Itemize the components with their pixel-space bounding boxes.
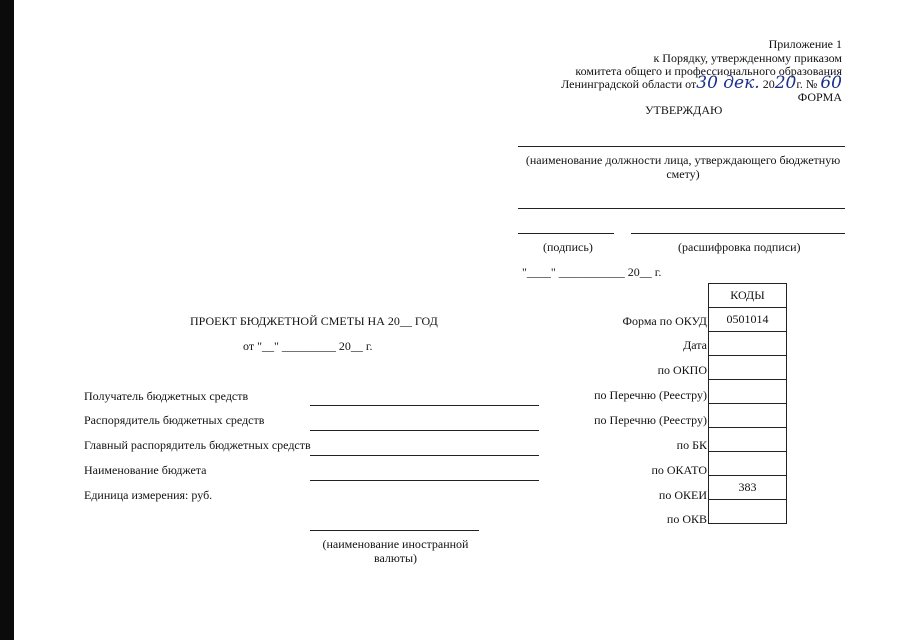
- handwritten-year: 20: [774, 73, 797, 93]
- field-budget-name-line[interactable]: [310, 480, 539, 481]
- document-date[interactable]: от "__" _________ 20__ г.: [243, 339, 373, 353]
- order-number-label: г. №: [796, 77, 818, 91]
- signature-line[interactable]: [518, 233, 614, 234]
- order-reference: к Порядку, утвержденному приказом: [653, 51, 842, 65]
- field-budget-name-label: Наименование бюджета: [84, 463, 207, 477]
- field-unit-label: Единица измерения: руб.: [84, 488, 213, 502]
- appendix-label: Приложение 1: [768, 37, 842, 51]
- handwritten-number: 60: [820, 73, 842, 93]
- position-caption: (наименование должности лица, утверждающего бюджетную смету): [525, 153, 841, 181]
- code-registry-2[interactable]: [709, 404, 787, 428]
- code-label-bk: по БК: [676, 438, 707, 452]
- field-recipient-label: Получатель бюджетных средств: [84, 389, 249, 403]
- code-okv[interactable]: [709, 500, 787, 524]
- field-manager-line[interactable]: [310, 430, 539, 431]
- code-date[interactable]: [709, 332, 787, 356]
- code-okpo[interactable]: [709, 356, 787, 380]
- field-chief-manager-line[interactable]: [310, 455, 539, 456]
- order-date-line: [561, 73, 842, 93]
- codes-table: [708, 283, 787, 524]
- document-title: ПРОЕКТ БЮДЖЕТНОЙ СМЕТЫ НА 20__ ГОД: [190, 314, 438, 328]
- code-label-okpo: по ОКПО: [657, 363, 707, 377]
- signature-decode-line[interactable]: [631, 233, 845, 234]
- code-okei[interactable]: 383: [709, 476, 787, 500]
- signature-caption: (подпись): [543, 240, 593, 254]
- code-label-registry-2: по Перечню (Реестру): [594, 413, 707, 427]
- handwritten-date: 30 дек.: [696, 73, 760, 93]
- field-manager-label: Распорядитель бюджетных средств: [84, 413, 265, 427]
- code-label-date: Дата: [683, 338, 707, 352]
- order-year-prefix: 20: [762, 77, 775, 91]
- codes-header: КОДЫ: [709, 284, 787, 308]
- approval-title: УТВЕРЖДАЮ: [645, 103, 723, 117]
- code-label-registry-1: по Перечню (Реестру): [594, 388, 707, 402]
- code-label-okato: по ОКАТО: [651, 463, 707, 477]
- field-recipient-line[interactable]: [310, 405, 539, 406]
- position-line[interactable]: [518, 146, 845, 147]
- order-date-prefix: Ленинградской области от: [561, 77, 697, 91]
- code-okato[interactable]: [709, 452, 787, 476]
- code-registry-1[interactable]: [709, 380, 787, 404]
- field-chief-manager-label: Главный распорядитель бюджетных средств: [84, 438, 311, 452]
- name-line[interactable]: [518, 208, 845, 209]
- code-okud[interactable]: 0501014: [709, 308, 787, 332]
- signature-decode-caption: (расшифровка подписи): [678, 240, 801, 254]
- code-bk[interactable]: [709, 428, 787, 452]
- scan-edge: [0, 0, 14, 640]
- committee-name: комитета общего и профессионального образования: [575, 64, 842, 78]
- currency-caption: (наименование иностранной валюты): [322, 537, 469, 565]
- approval-date[interactable]: "____" ___________ 20__ г.: [522, 265, 662, 279]
- form-label: ФОРМА: [797, 90, 842, 104]
- code-label-okei: по ОКЕИ: [658, 488, 707, 502]
- currency-line[interactable]: [310, 530, 479, 531]
- code-label-okv: по ОКВ: [666, 512, 707, 526]
- code-label-okud: Форма по ОКУД: [622, 314, 707, 328]
